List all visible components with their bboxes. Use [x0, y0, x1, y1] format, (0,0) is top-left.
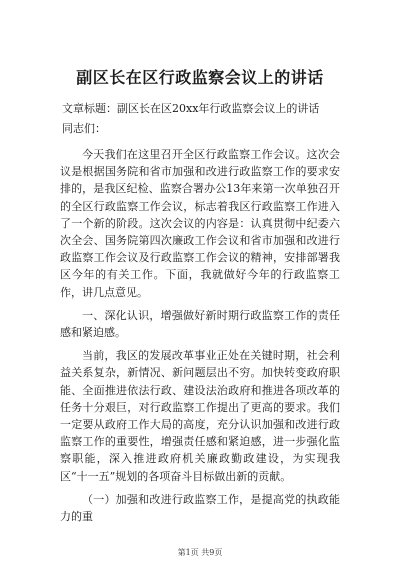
paragraph-context: 当前，我区的发展改革事业正处在关键时期，社会利益关系复杂，新情况、新问题层出不穷。加快转变政府职能、全面推进依法行政、建设法治政府和推进各项改革的任务十分艰巨，对行政监察工作提出了更高的要求。我们一定要从政府工作大局的高度，充分认识加强和改进行政监察工作的重要性，增强责任感和紧迫感，进一步强化监察职能，深入推进政府机关廉政勤政建设，为实现我区“十一五”规划的各项奋斗目标做出新的贡献。	[60, 349, 340, 483]
section-heading: 一、深化认识，增强做好新时期行政监察工作的责任感和紧迫感。	[60, 308, 340, 340]
subsection-heading: （一）加强和改进行政监察工作，是提高党的执政能力的重	[60, 492, 340, 524]
salutation: 同志们：	[62, 122, 106, 135]
article-title-line: 文章标题：副区长在区20xx年行政监察会议上的讲话	[62, 102, 320, 115]
document-title: 副区长在区行政监察会议上的讲话	[76, 68, 324, 87]
body-text	[60, 146, 340, 531]
paragraph-intro: 今天我们在这里召开全区行政监察工作会议。这次会议是根据国务院和省市加强和改进行政监察工作的要求安排的，是我区纪检、监察合署办公13年来第一次单独召开的全区行政监察工作会议，标志着我区行政监察工作进入了一个新的阶段。这次会议的内容是：认真贯彻中纪委六次全会、国务院第四次廉政工作会议和省市加强和改进行政监察工作会议及行政监察工作会议的精神，安排部署我区今年的有关工作。下面，我就做好今年的行政监察工作，讲几点意见。	[60, 148, 340, 299]
page-number: 第1页 共9页	[177, 548, 223, 557]
